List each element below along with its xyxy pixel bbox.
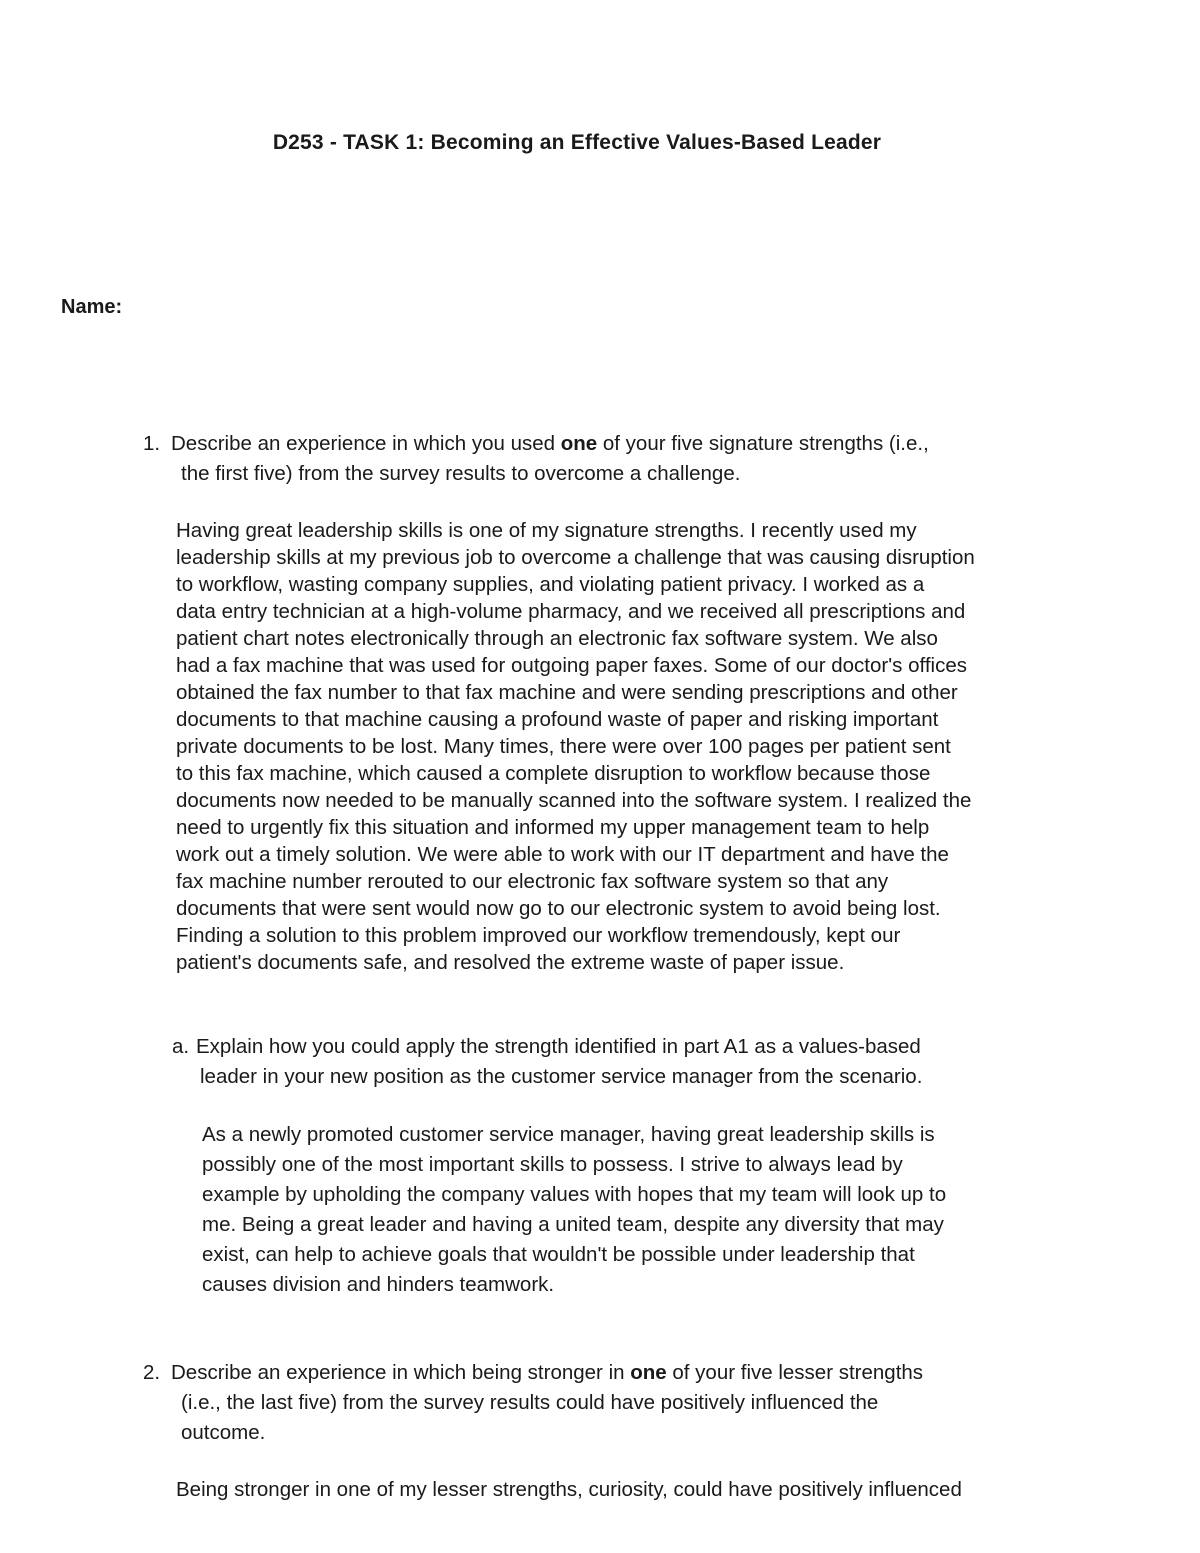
question-1-number: 1.: [143, 432, 161, 455]
answer-line: to this fax machine, which caused a complete disruption to workflow because those: [176, 762, 931, 785]
question-2-emphasis: one: [630, 1361, 667, 1384]
question-2-text: Describe an experience in which being stronger in one of your five lesser strengths: [171, 1361, 924, 1384]
answer-line: As a newly promoted customer service manager, having great leadership skills is: [202, 1123, 935, 1146]
question-2-continuation: outcome.: [181, 1421, 266, 1444]
answer-line: to workflow, wasting company supplies, and violating patient privacy. I worked as a: [176, 573, 925, 596]
answer-line: data entry technician at a high-volume pharmacy, and we received all prescriptions and: [176, 600, 966, 623]
question-2-number: 2.: [143, 1361, 161, 1384]
document-title: D253 - TASK 1: Becoming an Effective Values-Based Leader: [272, 131, 882, 154]
answer-line: Finding a solution to this problem improved our workflow tremendously, kept our: [176, 924, 901, 947]
answer-line: documents to that machine causing a profound waste of paper and risking important: [176, 708, 939, 731]
answer-1a: [202, 1120, 1082, 1300]
answer-line: documents that were sent would now go to our electronic system to avoid being lost.: [176, 897, 941, 920]
question-1a-text: Explain how you could apply the strength identified in part A1 as a values-based: [196, 1035, 921, 1058]
answer-2: [176, 1476, 1106, 1503]
question-1: [143, 429, 1071, 489]
question-1a: [172, 1032, 1056, 1092]
answer-line: obtained the fax number to that fax machine and were sending prescriptions and other: [176, 681, 958, 704]
question-2: [143, 1358, 1071, 1448]
answer-line: possibly one of the most important skills to possess. I strive to always lead by: [202, 1153, 903, 1176]
answer-line: had a fax machine that was used for outgoing paper faxes. Some of our doctor's offices: [176, 654, 967, 677]
question-1-text: Describe an experience in which you used one of your five signature strengths (i.e.,: [171, 432, 929, 455]
question-1a-continuation: leader in your new position as the customer service manager from the scenario.: [200, 1065, 923, 1088]
question-1a-letter: a.: [172, 1035, 190, 1058]
answer-line: causes division and hinders teamwork.: [202, 1273, 555, 1296]
answer-line: exist, can help to achieve goals that wouldn't be possible under leadership that: [202, 1243, 915, 1266]
answer-line: private documents to be lost. Many times, there were over 100 pages per patient sent: [176, 735, 951, 758]
answer-line: fax machine number rerouted to our electronic fax software system so that any: [176, 870, 889, 893]
name-label: Name:: [61, 296, 123, 318]
question-1-emphasis: one: [560, 432, 598, 455]
answer-line: Being stronger in one of my lesser strengths, curiosity, could have positively influenced: [176, 1478, 962, 1501]
answer-line: leadership skills at my previous job to overcome a challenge that was causing disruption: [176, 546, 975, 569]
answer-line: documents now needed to be manually scanned into the software system. I realized the: [176, 789, 972, 812]
answer-line: patient chart notes electronically through an electronic fax software system. We also: [176, 627, 938, 650]
answer-line: patient's documents safe, and resolved the extreme waste of paper issue.: [176, 951, 845, 974]
answer-line: need to urgently fix this situation and informed my upper management team to help: [176, 816, 930, 839]
answer-line: work out a timely solution. We were able to work with our IT department and have the: [176, 843, 949, 866]
answer-1: [176, 517, 1106, 976]
question-2-continuation: (i.e., the last five) from the survey results could have positively influenced the: [181, 1391, 879, 1414]
answer-line: example by upholding the company values with hopes that my team will look up to: [202, 1183, 947, 1206]
answer-line: Having great leadership skills is one of my signature strengths. I recently used my: [176, 519, 917, 542]
question-1-continuation: the first five) from the survey results to overcome a challenge.: [181, 462, 741, 485]
answer-line: me. Being a great leader and having a united team, despite any diversity that may: [202, 1213, 944, 1236]
